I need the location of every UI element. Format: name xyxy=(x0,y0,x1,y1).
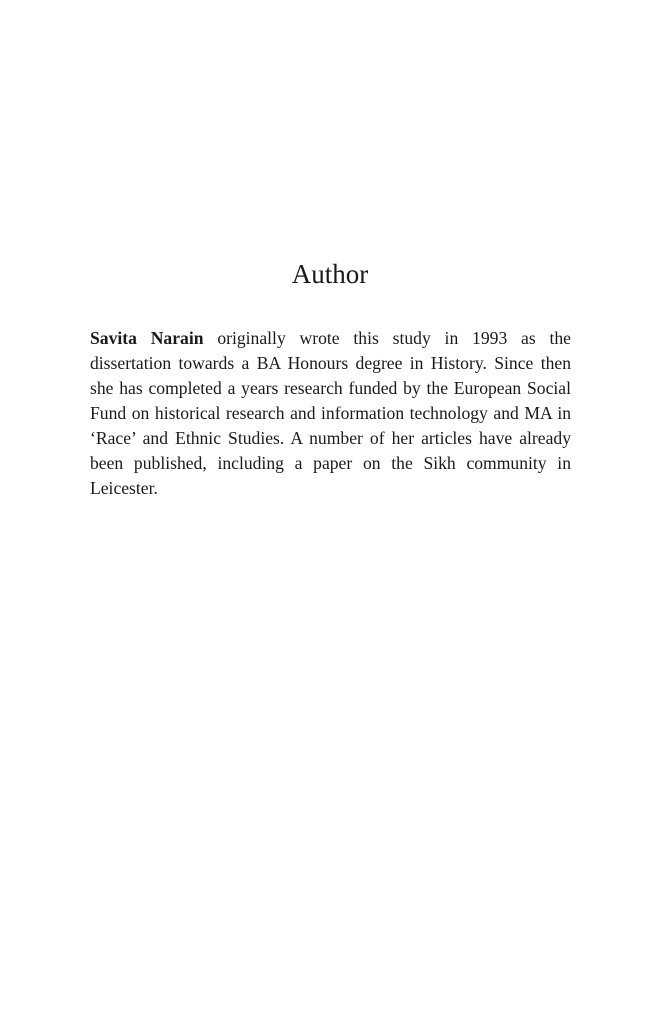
author-bio-paragraph xyxy=(90,326,571,501)
page-heading: Author xyxy=(291,259,369,289)
author-name: Savita Narain xyxy=(90,328,204,348)
author-bio-text: originally wrote this study in 1993 as the dissertation towards a BA Honours degree in History. Since then she has completed a years research funded by the European Social Fund on historical research and information technology and MA in ‘Race’ and Ethnic Studies. A number of her articles have already been published, including a paper on the Sikh community in Leicester. xyxy=(90,328,571,498)
